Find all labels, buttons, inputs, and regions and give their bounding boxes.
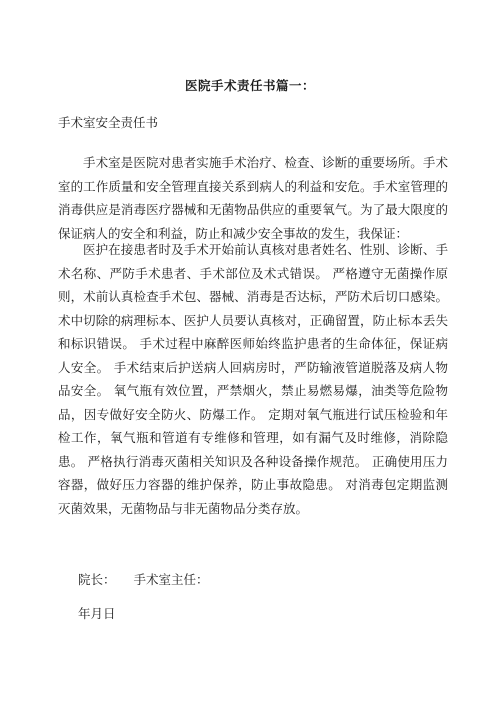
signature-line: [78, 570, 223, 588]
paragraph-intro: 手术室是医院对患者实施手术治疗、检查、诊断的重要场所。手术室的工作质量和安全管理直接关系到病人的利益和安危。手术室管理的消毒供应是消毒医疗器械和无菌物品供应的重要氧气。为了最大限度的保证病人的安全和利益，防止和减少安全事故的发生，我保证：: [58, 155, 448, 241]
or-head-signature-label: 手术室主任：: [133, 572, 209, 587]
document-subtitle: 手术室安全责任书: [58, 115, 159, 130]
document-title: 医院手术责任书篇一：: [184, 78, 315, 93]
paragraph-duties: 医护在接患者时及手术开始前认真核对患者姓名、性别、诊断、手术名称、严防手术患者、手术部位及术式错误。 严格遵守无菌操作原则，术前认真检查手术包、器械、消毒是否达标，严防术后切口感染。 术中切除的病理标本、医护人员要认真核对，正确留置，防止标本丢失和标识错误。 手术过程中麻醉医师始终监护患者的生命体征，保证病人安全。 手术结束后护送病人回病房时，严防输液管道脱落及病人物品安全。 氧气瓶有效位置，严禁烟火，禁止易燃易爆，油类等危险物品，因专做好安全防火、防爆工作。 定期对氧气瓶进行试压检验和年检工作，氧气瓶和管道有专维修和管理，如有漏气及时维修，消除隐患。 严格执行消毒灭菌相关知识及各种设备操作规范。 正确使用压力容器，做好压力容器的维护保养，防止事故隐患。 对消毒包定期监测灭菌效果，无菌物品与非无菌物品分类存放。: [58, 242, 448, 516]
date-line: 年月日: [78, 606, 116, 621]
dean-signature-label: 院长：: [78, 572, 116, 587]
